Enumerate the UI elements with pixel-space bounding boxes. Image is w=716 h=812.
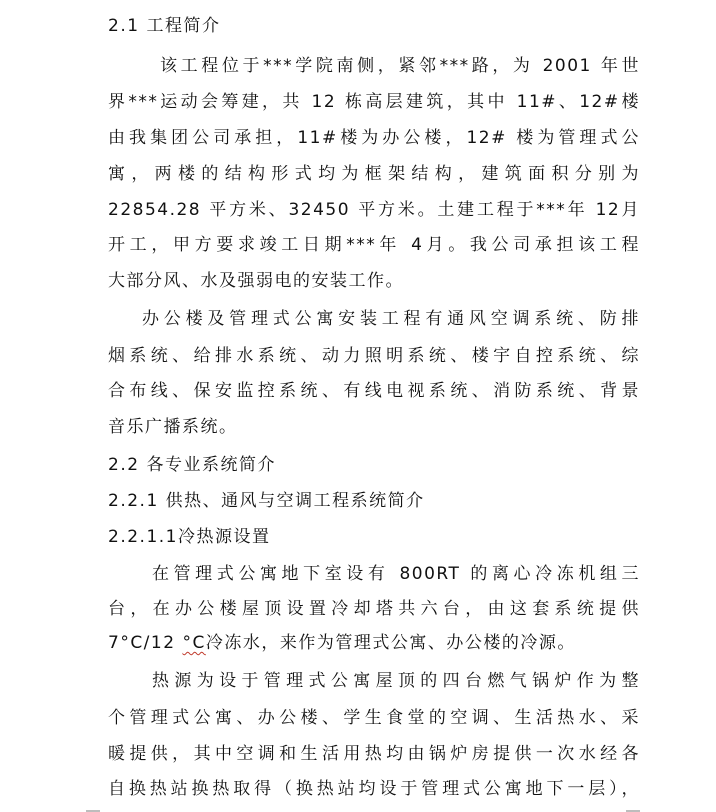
paragraph-line: 烟系统、给排水系统、动力照明系统、楼宇自控系统、综: [108, 346, 640, 366]
paragraph-line: 台，在办公楼屋顶设置冷却塔共六台，由这套系统提供: [108, 599, 640, 619]
paragraph-line: 暖提供，其中空调和生活用热均由锅炉房提供一次水经各: [108, 744, 640, 764]
paragraph-line: 开工，甲方要求竣工日期***年 4月。我公司承担该工程: [108, 235, 640, 255]
paragraph-line: 个管理式公寓、办公楼、学生食堂的空调、生活热水、采: [108, 708, 640, 728]
paragraph-line: 由我集团公司承担，11#楼为办公楼，12# 楼为管理式公: [108, 128, 640, 148]
section-heading-2-2-1: 2.2.1 供热、通风与空调工程系统简介: [108, 491, 425, 511]
spellcheck-flagged-unit: °C: [182, 633, 206, 653]
temperature-text: 7°C/12: [108, 633, 183, 653]
paragraph-line: 音乐广播系统。: [108, 417, 238, 437]
section-heading-2-2: 2.2 各专业系统简介: [108, 455, 276, 475]
paragraph-text: 冷冻水，来作为管理式公寓、办公楼的冷源。: [205, 633, 576, 653]
section-heading-2-1: 2.1 工程简介: [108, 16, 221, 36]
section-heading-2-2-1-1: 2.2.1.1冷热源设置: [108, 527, 271, 547]
paragraph-line: 在管理式公寓地下室设有 800RT 的离心冷冻机组三: [152, 564, 640, 584]
paragraph-line: 界***运动会筹建，共 12 栋高层建筑，其中 11#、12#楼: [108, 92, 640, 112]
paragraph-line: 大部分风、水及强弱电的安装工作。: [108, 271, 404, 291]
paragraph-line: 热源为设于管理式公寓屋顶的四台燃气锅炉作为整: [152, 671, 640, 691]
paragraph-line: 该工程位于***学院南侧，紧邻***路，为 2001 年世: [160, 56, 640, 76]
paragraph-line: 自换热站换热取得（换热站均设于管理式公寓地下一层），: [108, 779, 640, 799]
paragraph-line: 22854.28 平方米、32450 平方米。土建工程于***年 12月: [108, 200, 640, 220]
paragraph-line: [108, 632, 576, 654]
paragraph-line: 寓，两楼的结构形式均为框架结构，建筑面积分别为: [108, 164, 640, 184]
paragraph-line: 合布线、保安监控系统、有线电视系统、消防系统、背景: [108, 381, 640, 401]
paragraph-line: 办公楼及管理式公寓安装工程有通风空调系统、防排: [142, 309, 640, 329]
